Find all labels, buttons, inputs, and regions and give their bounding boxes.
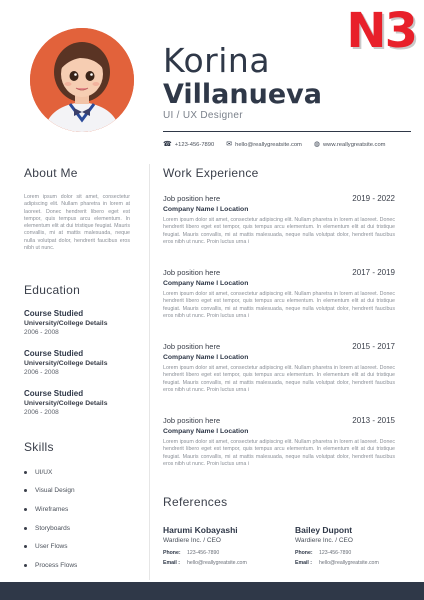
- bullet-icon: [24, 545, 27, 548]
- job-entry: [163, 268, 395, 320]
- education-years: 2006 - 2008: [24, 409, 59, 416]
- reference-entry: [163, 524, 247, 568]
- reference-email[interactable]: Email : hello@reallygreatsite.com: [163, 560, 247, 566]
- job-company: Company Name l Location: [163, 428, 249, 435]
- bullet-icon: [24, 508, 27, 511]
- education-item: [24, 348, 107, 377]
- website-text[interactable]: www.reallygreatsite.com: [323, 141, 386, 148]
- about-title: About Me: [24, 166, 78, 180]
- footer-bar: [0, 582, 424, 600]
- school-name: University/College Details: [24, 400, 108, 407]
- school-name: University/College Details: [24, 320, 108, 327]
- education-years: 2006 - 2008: [24, 369, 59, 376]
- contact-email[interactable]: [226, 141, 302, 148]
- job-position: Job position here: [163, 342, 221, 351]
- course-name: Course Studied: [24, 349, 84, 358]
- reference-role: Wardiere Inc. / CEO: [163, 537, 221, 544]
- header-divider: [163, 131, 411, 132]
- reference-email[interactable]: Email : hello@reallygreatsite.com: [295, 560, 379, 566]
- job-entry: [163, 416, 395, 468]
- experience-title: Work Experience: [163, 166, 259, 180]
- job-company: Company Name l Location: [163, 354, 249, 361]
- reference-name: Harumi Kobayashi: [163, 525, 238, 535]
- skill-item: Wireframes: [24, 500, 77, 519]
- job-description: Lorem ipsum dolor sit amet, consectetur adipiscing elit. Nullam pharetra in lorem at laoreet. Donec hendrerit libero eget est tempor, quis tempus arcu elementum. In elementum elit at dui tristique feugiat. Mauris convallis, mi at mattis malesuada, neque nulla volutpat dolor, hendrerit faucibus eros nibh ut nunc. Proin luctus urna i: [163, 365, 395, 393]
- job-description: Lorem ipsum dolor sit amet, consectetur adipiscing elit. Nullam pharetra in lorem at laoreet. Donec hendrerit libero eget est tempor, quis tempus arcu elementum. In elementum elit at dui tristique feugiat. Mauris convallis, mi at mattis malesuada, neque nulla volutpat dolor, hendrerit faucibus eros nibh ut nunc. Proin luctus urna i: [163, 291, 395, 319]
- reference-entry: [295, 524, 379, 568]
- first-name: Korina: [163, 41, 271, 80]
- job-position: Job position here: [163, 416, 221, 425]
- column-divider: [149, 164, 150, 580]
- skill-item: User Flows: [24, 537, 77, 556]
- education-years: 2006 - 2008: [24, 329, 59, 336]
- job-position: Job position here: [163, 194, 221, 203]
- contact-bar: [163, 141, 394, 148]
- job-position: Job position here: [163, 268, 221, 277]
- bullet-icon: [24, 564, 27, 567]
- bullet-icon: [24, 471, 27, 474]
- about-text: Lorem ipsum dolor sit amet, consectetur adipiscing elit. Nullam pharetra in lorem at laoreet. Donec hendrerit libero eget est tempor, quis tempus arcu elementum. In elementum elit at dui tristique feugiat. Mauris convallis, mi at mattis malesuada, neque nulla volutpat dolor, hendrerit faucibus eros nibh ut nunc.: [24, 194, 130, 252]
- education-item: [24, 388, 107, 417]
- phone-text: +123-456-7890: [174, 141, 215, 148]
- bullet-icon: [24, 489, 27, 492]
- avatar-illustration: [30, 28, 134, 132]
- skills-list: [24, 463, 77, 575]
- skill-item: Storyboards: [24, 519, 77, 538]
- last-name: Villanueva: [163, 79, 322, 110]
- education-title: Education: [24, 283, 81, 297]
- course-name: Course Studied: [24, 389, 84, 398]
- job-entry: [163, 194, 395, 246]
- profile-photo: [30, 28, 134, 132]
- job-description: Lorem ipsum dolor sit amet, consectetur adipiscing elit. Nullam pharetra in lorem at laoreet. Donec hendrerit libero eget est tempor, quis tempus arcu elementum. In elementum elit at dui tristique feugiat. Mauris convallis, mi at mattis malesuada, neque nulla volutpat dolor, hendrerit faucibus eros nibh ut nunc. Proin luctus urna i: [163, 217, 395, 245]
- reference-name: Bailey Dupont: [295, 525, 353, 535]
- job-entry: [163, 342, 395, 394]
- email-text[interactable]: hello@reallygreatsite.com: [235, 141, 302, 148]
- n3-badge: N3: [346, 3, 416, 59]
- school-name: University/College Details: [24, 360, 108, 367]
- references-title: References: [163, 495, 228, 509]
- job-description: Lorem ipsum dolor sit amet, consectetur adipiscing elit. Nullam pharetra in lorem at laoreet. Donec hendrerit libero eget est tempor, quis tempus arcu elementum. In elementum elit at dui tristique feugiat. Mauris convallis, mi at mattis malesuada, neque nulla volutpat dolor, hendrerit faucibus eros nibh ut nunc. Proin luctus urna i: [163, 439, 395, 467]
- phone-icon: ☎: [163, 141, 172, 148]
- skill-item: Visual Design: [24, 482, 77, 501]
- contact-phone: [163, 141, 214, 148]
- job-years: 2017 - 2019: [352, 268, 395, 277]
- job-years: 2015 - 2017: [352, 342, 395, 351]
- reference-phone: Phone: 123-456-7890: [295, 550, 352, 556]
- job-years: 2019 - 2022: [352, 194, 395, 203]
- reference-phone: Phone: 123-456-7890: [163, 550, 220, 556]
- job-company: Company Name l Location: [163, 280, 249, 287]
- skill-item: UI/UX: [24, 463, 77, 482]
- skill-item: Process Flows: [24, 556, 77, 575]
- job-title: UI / UX Designer: [163, 110, 243, 121]
- mail-icon: ✉: [226, 141, 233, 148]
- job-company: Company Name l Location: [163, 206, 249, 213]
- education-item: [24, 308, 107, 337]
- bullet-icon: [24, 527, 27, 530]
- contact-website[interactable]: [314, 141, 386, 148]
- reference-role: Wardiere Inc. / CEO: [295, 537, 353, 544]
- skills-title: Skills: [24, 440, 54, 454]
- job-years: 2013 - 2015: [352, 416, 395, 425]
- globe-icon: ◍: [313, 141, 320, 148]
- course-name: Course Studied: [24, 309, 84, 318]
